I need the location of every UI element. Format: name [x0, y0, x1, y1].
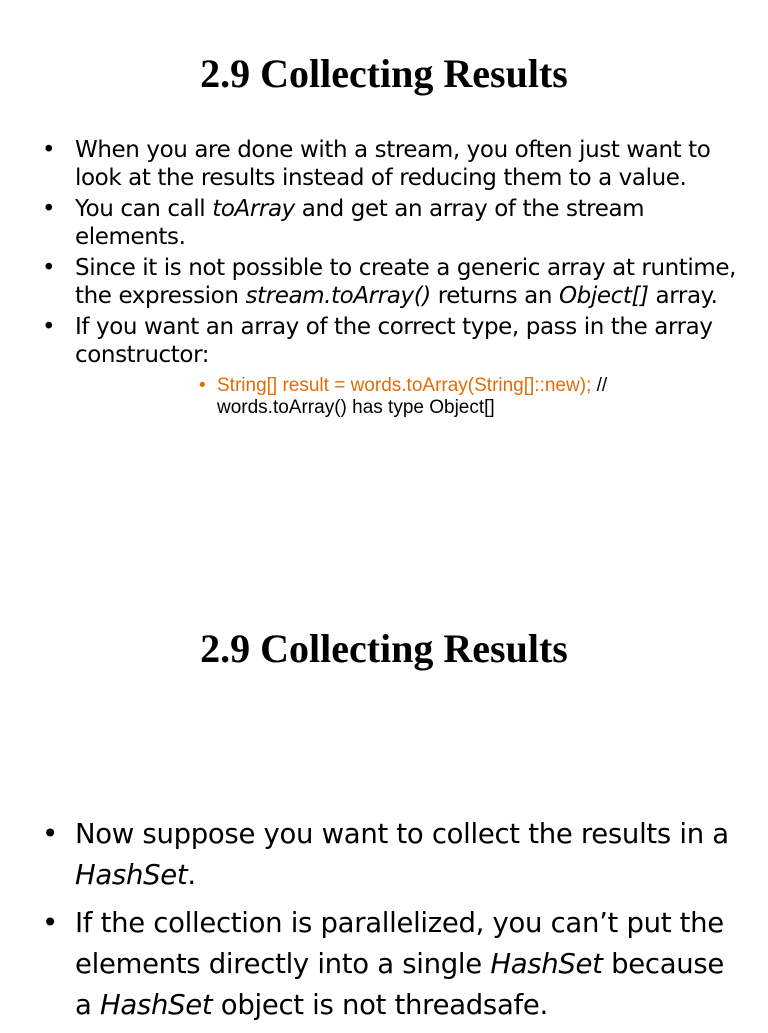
- slide-1-title: 2.9 Collecting Results: [200, 51, 568, 96]
- bullet-text: .: [187, 859, 196, 891]
- bullet-item: [0, 254, 740, 310]
- bullet-icon: •: [199, 375, 206, 396]
- code-snippet: String[] result = words.toArray(String[]::new);: [217, 375, 592, 396]
- bullet-text: You can call: [75, 196, 213, 222]
- bullet-item: [0, 903, 740, 1026]
- bullet-item: [0, 136, 740, 192]
- bullet-emphasis: stream.toArray(): [245, 283, 431, 309]
- bullet-emphasis: toArray: [212, 196, 295, 222]
- bullet-emphasis: HashSet: [490, 948, 603, 980]
- slide-2: [0, 580, 768, 1024]
- slide-2-bullet-list: [0, 814, 740, 1033]
- bullet-text: If you want an array of the correct type, pass in the array constructor:: [75, 314, 713, 368]
- bullet-emphasis: Object[]: [558, 283, 649, 309]
- bullet-text: When you are done with a stream, you often just want to look at the results instead of reducing them to a value.: [75, 137, 711, 191]
- bullet-text: If the collection is parallelized, you can’t put the elements directly into a single: [75, 907, 724, 980]
- bullet-text: returns an: [430, 283, 559, 309]
- bullet-text: because a: [75, 948, 725, 1021]
- bullet-icon: •: [42, 907, 58, 939]
- bullet-item: [0, 313, 740, 419]
- bullet-icon: •: [42, 314, 56, 340]
- bullet-icon: •: [42, 818, 58, 850]
- slide-1-bullet-list: [0, 136, 740, 422]
- bullet-icon: •: [42, 196, 56, 222]
- bullet-text: object is not threadsafe.: [212, 989, 548, 1021]
- bullet-text: Now suppose you want to collect the results in a: [75, 818, 729, 850]
- bullet-item: [0, 814, 740, 896]
- bullet-emphasis: HashSet: [100, 989, 213, 1021]
- bullet-text: array.: [648, 283, 718, 309]
- sub-bullet-list: [75, 375, 740, 419]
- bullet-emphasis: HashSet: [75, 859, 188, 891]
- sub-bullet-item: [75, 375, 740, 419]
- slide-2-title: 2.9 Collecting Results: [200, 626, 568, 671]
- bullet-item: [0, 195, 740, 251]
- bullet-text: Since it is not possible to create a generic array at runtime, the expression: [75, 255, 737, 309]
- bullet-icon: •: [42, 137, 56, 163]
- code-comment: // words.toArray() has type Object[]: [217, 375, 608, 418]
- bullet-text: and get an array of the stream elements.: [75, 196, 645, 250]
- bullet-icon: •: [42, 255, 56, 281]
- slide-1: [0, 0, 768, 512]
